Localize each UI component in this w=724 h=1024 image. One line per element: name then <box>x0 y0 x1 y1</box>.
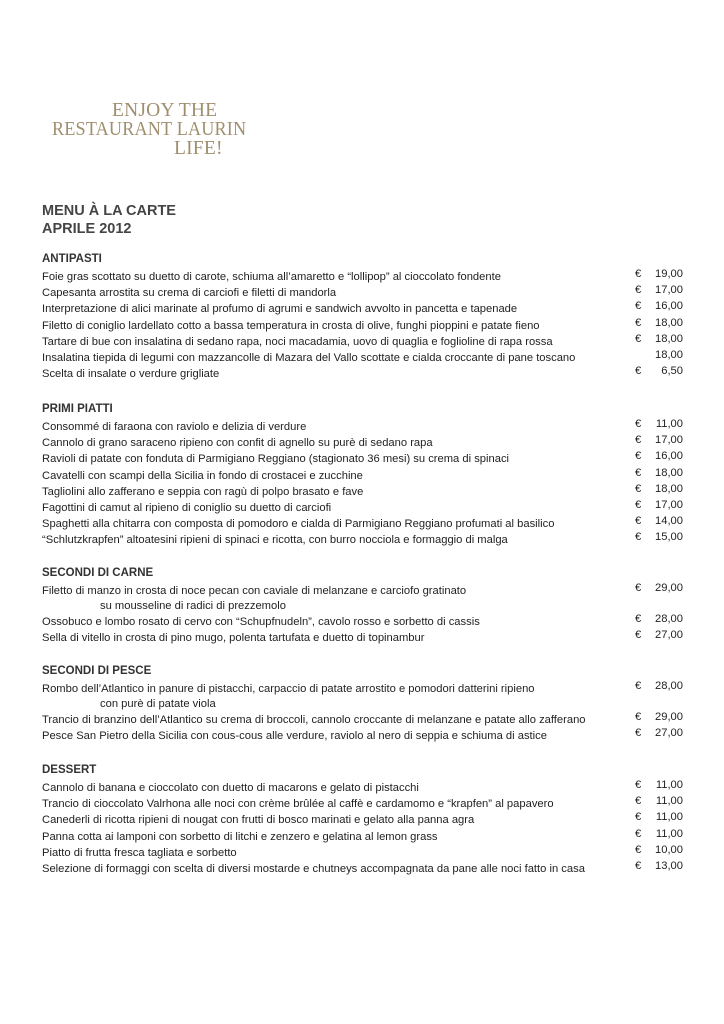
menu-item <box>42 468 687 484</box>
menu-item-price: 28,00 <box>655 680 683 692</box>
menu-item <box>42 780 687 796</box>
currency-symbol: € <box>635 498 642 511</box>
currency-symbol: € <box>635 727 642 740</box>
menu-item-price: 18,00 <box>655 348 683 361</box>
menu-item <box>42 614 687 630</box>
currency-symbol: € <box>635 531 642 544</box>
menu-item-price: 13,00 <box>655 859 683 872</box>
menu-item-name: Consommé di faraona con raviolo e delizia di verdure <box>42 421 307 433</box>
menu-item-name: Cavatelli con scampi della Sicilia in fondo di crostacei e zucchine <box>42 469 363 482</box>
menu-title-line-1: MENU À LA CARTE <box>42 203 176 219</box>
menu-item-price: 19,00 <box>655 268 683 280</box>
menu-item-price: 16,00 <box>655 450 683 463</box>
logo-line-3: LIFE! <box>174 138 223 159</box>
section-secondi-di-carne <box>42 566 687 646</box>
currency-symbol: € <box>635 482 642 495</box>
menu-title <box>42 202 176 238</box>
menu-item <box>42 419 687 435</box>
menu-item <box>42 681 687 712</box>
menu-item <box>42 269 687 285</box>
menu-item-price: 27,00 <box>655 727 683 740</box>
menu-item-name: Canederli di ricotta ripieni di nougat con frutti di bosco marinati e gelato alla panna agra <box>42 814 475 827</box>
menu-item-price: 14,00 <box>655 515 683 528</box>
menu-item-name: Trancio di branzino dell’Atlantico su crema di broccoli, cannolo croccante di melanzane e patate allo zafferano <box>42 714 586 726</box>
menu-item-name: Filetto di manzo in crosta di noce pecan con caviale di melanzane e carciofo gratinato <box>42 585 467 597</box>
currency-symbol: € <box>635 418 642 430</box>
menu-item <box>42 516 687 532</box>
menu-item-name: Trancio di cioccolato Valrhona alle noci con crème brûlée al caffè e cardamomo e “krapfen” al papavero <box>42 798 554 811</box>
currency-symbol: € <box>635 582 642 594</box>
menu-item-name: Spaghetti alla chitarra con composta di pomodoro e cialda di Parmigiano Reggiano profumati al basilico <box>42 518 555 531</box>
menu-title-line-2: APRILE 2012 <box>42 221 132 237</box>
menu-item <box>42 583 687 614</box>
menu-item <box>42 334 687 350</box>
menu-item-price: 15,00 <box>655 531 683 544</box>
menu-item-name: Fagottini di camut al ripieno di coniglio su duetto di carciofi <box>42 501 332 514</box>
menu-item-price: 18,00 <box>655 466 683 479</box>
menu-item-subtitle: con purè di patate viola <box>100 698 216 710</box>
menu-item-price: 6,50 <box>661 365 683 378</box>
menu-item-name: Filetto di coniglio lardellato cotto a bassa temperatura in crosta di olive, funghi pioppini e patate fieno <box>42 319 540 332</box>
menu-item-name: Interpretazione di alici marinate al profumo di agrumi e sandwich avvolto in pancetta e tapenade <box>42 303 518 316</box>
menu-item <box>42 301 687 317</box>
section-heading: PRIMI PIATTI <box>42 403 113 415</box>
menu-item-name: Scelta di insalate o verdure grigliate <box>42 368 220 381</box>
menu-item <box>42 366 687 382</box>
menu-item-name: Tartare di bue con insalatina di sedano rapa, noci macadamia, uovo di quaglia e foglioline di rapa rossa <box>42 335 553 348</box>
currency-symbol: € <box>635 365 642 378</box>
logo-line-2: RESTAURANT LAURIN <box>52 119 247 140</box>
menu-item-price: 29,00 <box>655 582 683 594</box>
menu-item-price: 18,00 <box>655 482 683 495</box>
currency-symbol: € <box>635 332 642 345</box>
menu-item-name: Foie gras scottato su duetto di carote, schiuma all’amaretto e “lollipop” al cioccolato fondente <box>42 271 501 283</box>
menu-item <box>42 285 687 301</box>
logo-line-1: ENJOY THE <box>112 100 218 121</box>
menu-item-subtitle: su mousseline di radici di prezzemolo <box>100 600 286 612</box>
menu-item-name: Rombo dell’Atlantico in panure di pistacchi, carpaccio di patate arrostito e pomodori datterini ripieno <box>42 683 535 695</box>
restaurant-logo <box>52 101 252 158</box>
menu-item-price: 10,00 <box>655 843 683 856</box>
menu-item-name: Selezione di formaggi con scelta di diversi mostarde e chutneys accompagnata da pane alle noci fatto in casa <box>42 862 585 875</box>
section-heading: DESSERT <box>42 764 97 776</box>
currency-symbol: € <box>635 434 642 447</box>
currency-symbol: € <box>635 680 642 692</box>
section-antipasti <box>42 252 687 382</box>
menu-item-price: 17,00 <box>655 284 683 297</box>
menu-item <box>42 630 687 646</box>
menu-item <box>42 484 687 500</box>
menu-item <box>42 845 687 861</box>
menu-item-name: Capesanta arrostita su crema di carciofi e filetti di mandorla <box>42 287 337 300</box>
menu-item <box>42 500 687 516</box>
currency-symbol: € <box>635 795 642 808</box>
menu-item-name: Pesce San Pietro della Sicilia con cous-cous alle verdure, raviolo al nero di seppia e schiuma di astice <box>42 730 547 743</box>
menu-item-name: Panna cotta ai lamponi con sorbetto di litchi e zenzero e gelatina al lemon grass <box>42 830 438 843</box>
currency-symbol: € <box>635 859 642 872</box>
menu-item-name: “Schlutzkrapfen” altoatesini ripieni di spinaci e ricotta, con burro nocciola e formaggio di malga <box>42 534 508 547</box>
menu-item-price: 17,00 <box>655 498 683 511</box>
menu-item <box>42 829 687 845</box>
menu-item-name: Sella di vitello in crosta di pino mugo, polenta tartufata e duetto di topinambur <box>42 632 425 645</box>
menu-item <box>42 712 687 728</box>
menu-item <box>42 435 687 451</box>
menu-item-price: 27,00 <box>655 629 683 642</box>
menu-item-price: 16,00 <box>655 300 683 313</box>
menu-item <box>42 451 687 467</box>
menu-item-price: 18,00 <box>655 332 683 345</box>
currency-symbol: € <box>635 629 642 642</box>
menu-item <box>42 796 687 812</box>
menu-item <box>42 318 687 334</box>
menu-item-price: 17,00 <box>655 434 683 447</box>
menu-item-price: 11,00 <box>655 811 683 824</box>
menu-item-price: 18,00 <box>655 316 683 329</box>
menu-item-price: 28,00 <box>655 613 683 625</box>
section-dessert <box>42 763 687 877</box>
menu-item-price: 29,00 <box>655 711 683 723</box>
section-heading: SECONDI DI PESCE <box>42 665 152 677</box>
currency-symbol: € <box>635 811 642 824</box>
currency-symbol: € <box>635 827 642 840</box>
section-secondi-di-pesce <box>42 664 687 744</box>
menu-item <box>42 350 687 366</box>
menu-item-name: Ossobuco e lombo rosato di cervo con “Schupfnudeln”, cavolo rosso e sorbetto di cassis <box>42 616 480 628</box>
currency-symbol: € <box>635 450 642 463</box>
menu-item <box>42 728 687 744</box>
menu-item-price: 11,00 <box>655 779 683 791</box>
menu-item-name: Cannolo di banana e cioccolato con duetto di macarons e gelato di pistacchi <box>42 782 419 794</box>
section-heading: ANTIPASTI <box>42 253 102 265</box>
menu-item <box>42 532 687 548</box>
menu-item-price: 11,00 <box>655 418 683 430</box>
currency-symbol: € <box>635 268 642 280</box>
menu-item-name: Tagliolini allo zafferano e seppia con ragù di polpo brasato e fave <box>42 485 364 498</box>
currency-symbol: € <box>635 613 642 625</box>
section-heading: SECONDI DI CARNE <box>42 567 154 579</box>
currency-symbol: € <box>635 300 642 313</box>
currency-symbol: € <box>635 711 642 723</box>
menu-item-price: 11,00 <box>655 827 683 840</box>
currency-symbol: € <box>635 515 642 528</box>
menu-item-name: Piatto di frutta fresca tagliata e sorbetto <box>42 846 237 859</box>
section-primi-piatti <box>42 402 687 549</box>
currency-symbol: € <box>635 316 642 329</box>
menu-item-name: Insalatina tiepida di legumi con mazzancolle di Mazara del Vallo scottate e cialda croccante di pane toscano <box>42 351 576 364</box>
currency-symbol: € <box>635 284 642 297</box>
currency-symbol: € <box>635 779 642 791</box>
menu-item-name: Cannolo di grano saraceno ripieno con confit di agnello su purè di sedano rapa <box>42 437 433 450</box>
menu-item <box>42 812 687 828</box>
currency-symbol: € <box>635 466 642 479</box>
menu-item <box>42 861 687 877</box>
menu-item-name: Ravioli di patate con fonduta di Parmigiano Reggiano (stagionato 36 mesi) su crema di spinaci <box>42 453 510 466</box>
currency-symbol: € <box>635 843 642 856</box>
menu-item-price: 11,00 <box>655 795 683 808</box>
